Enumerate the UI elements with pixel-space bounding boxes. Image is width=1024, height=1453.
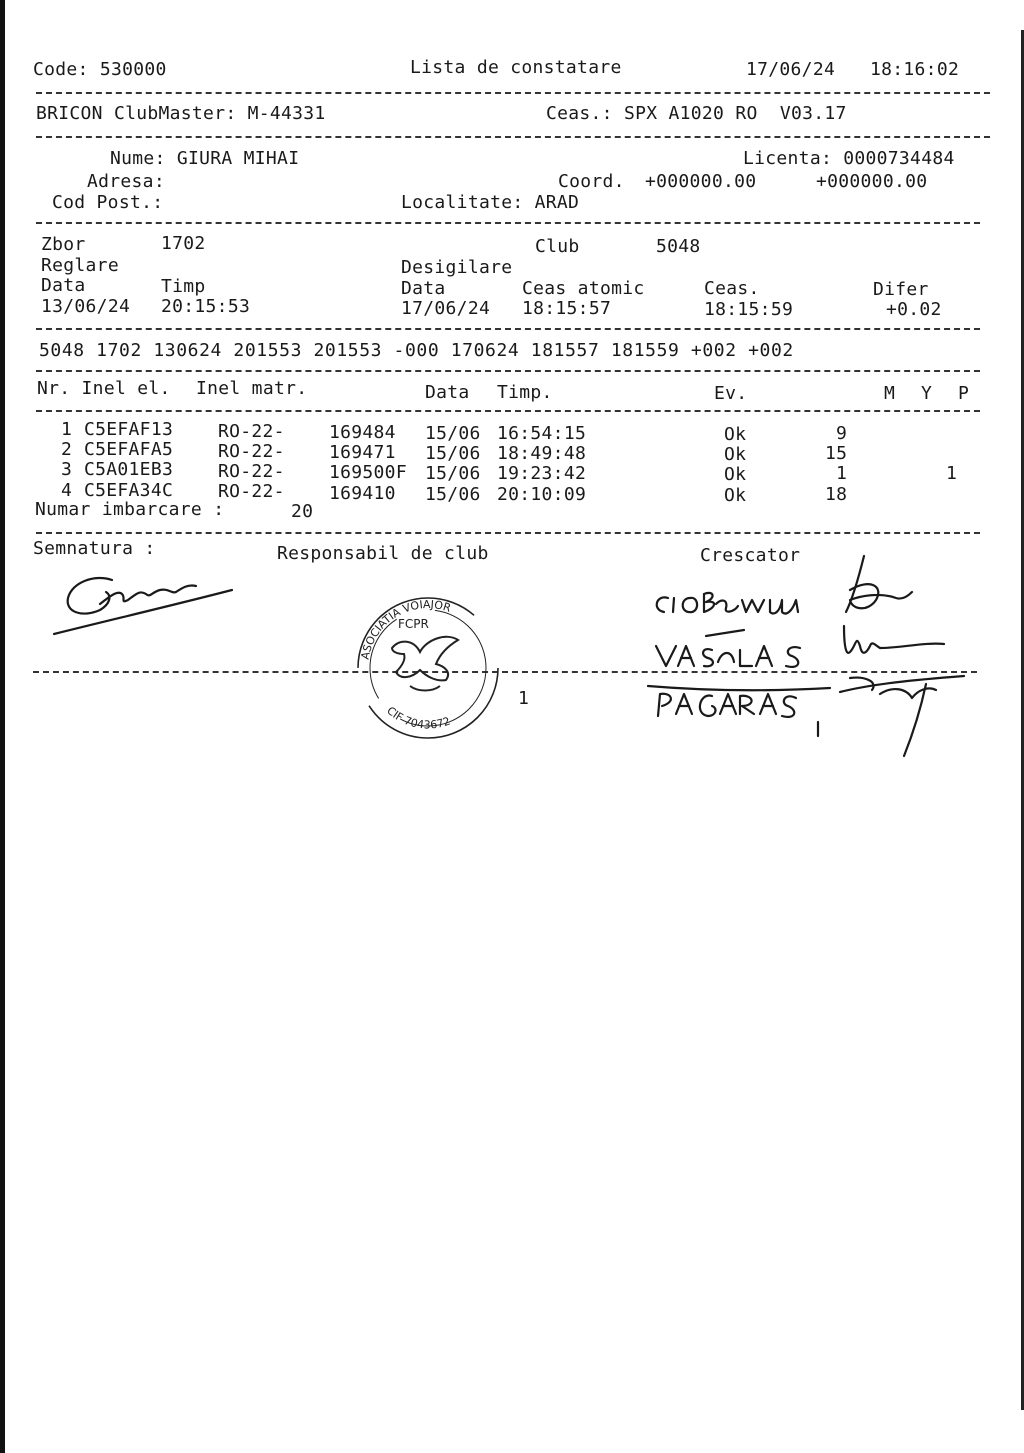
- reglare-data-value: 13/06/24: [41, 296, 131, 317]
- breeder-name-2: VASILAS: [700, 662, 705, 663]
- row-prefix: RO-22-: [218, 461, 285, 482]
- ceas-atomic-value: 18:15:57: [522, 298, 612, 319]
- row-ev: Ok: [724, 485, 747, 506]
- clubmaster-id: BRICON ClubMaster: M-44331: [36, 103, 326, 124]
- row-inel-matr: 169410: [329, 483, 396, 504]
- owner-address: Adresa:: [87, 171, 165, 192]
- col-m: M: [884, 383, 896, 404]
- row-prefix: RO-22-: [218, 481, 285, 502]
- row-nr: 2: [61, 439, 73, 460]
- row-nr: 4: [61, 480, 73, 501]
- desigilare-label: Desigilare: [401, 257, 513, 278]
- owner-postal-code: Cod Post.:: [52, 192, 164, 213]
- owner-locality: Localitate: ARAD: [401, 192, 580, 213]
- desigilare-data-label: Data: [401, 278, 446, 299]
- page-number: 1: [518, 688, 530, 709]
- reglare-timp-value: 20:15:53: [161, 296, 251, 317]
- breeder-name-3: FAGARAS: [700, 712, 706, 713]
- row-inel-el: C5A01EB3: [84, 459, 174, 480]
- stamp-top-text: ASOCIATIA VOIAJOR: [358, 597, 453, 661]
- row-inel-matr: 169484: [329, 422, 396, 443]
- row-ev: Ok: [724, 424, 747, 445]
- signature-label: Semnatura :: [33, 538, 156, 559]
- row-timp: 20:10:09: [497, 484, 587, 505]
- zbor-label: Zbor: [41, 234, 86, 255]
- club-label: Club: [535, 236, 580, 257]
- row-m: 18: [825, 484, 848, 505]
- row-timp: 16:54:15: [497, 423, 587, 444]
- row-prefix: RO-22-: [218, 441, 285, 462]
- row-m: 1: [836, 463, 848, 484]
- summary-code-line: 5048 1702 130624 201553 201553 -000 170624 181557 181559 +002 +002: [39, 340, 794, 361]
- owner-name: Nume: GIURA MIHAI: [110, 148, 300, 169]
- row-inel-el: C5EFA34C: [84, 480, 174, 501]
- reglare-timp-label: Timp: [161, 276, 206, 297]
- print-time: 18:16:02: [870, 59, 960, 80]
- zbor-value: 1702: [161, 233, 206, 254]
- row-m: 15: [825, 443, 848, 464]
- row-nr: 3: [61, 459, 73, 480]
- ceas-atomic-label: Ceas atomic: [522, 278, 645, 299]
- row-data: 15/06: [425, 463, 481, 484]
- row-inel-matr: 169500F: [329, 462, 407, 483]
- owner-license: Licenta: 0000734484: [743, 148, 955, 169]
- row-m: 9: [836, 423, 848, 444]
- difer-value: +0.02: [886, 299, 942, 320]
- row-timp: 19:23:42: [497, 463, 587, 484]
- desigilare-data-value: 17/06/24: [401, 298, 491, 319]
- ceas-label: Ceas.: [704, 278, 760, 299]
- row-inel-matr: 169471: [329, 442, 396, 463]
- row-inel-el: C5EFAF13: [84, 419, 174, 440]
- stamp-middle-text: FCPR: [398, 617, 429, 631]
- breeder-label: Crescator: [700, 545, 801, 566]
- row-data: 15/06: [425, 443, 481, 464]
- row-prefix: RO-22-: [218, 421, 285, 442]
- row-ev: Ok: [724, 444, 747, 465]
- row-ev: Ok: [724, 464, 747, 485]
- col-y: Y: [921, 383, 933, 404]
- difer-label: Difer: [873, 279, 929, 300]
- row-nr: 1: [61, 419, 73, 440]
- row-inel-el: C5EFAFA5: [84, 439, 174, 460]
- col-inel-matr: Inel matr.: [196, 378, 308, 399]
- document-title: Lista de constatare: [410, 57, 622, 78]
- row-p: 1: [946, 463, 958, 484]
- imbarcare-label: Numar imbarcare :: [35, 499, 225, 520]
- club-value: 5048: [656, 236, 701, 257]
- imbarcare-value: 20: [291, 501, 314, 522]
- col-p: P: [958, 383, 970, 404]
- row-data: 15/06: [425, 484, 481, 505]
- club-responsible-label: Responsabil de club: [277, 543, 489, 564]
- ceas-value: 18:15:59: [704, 299, 794, 320]
- row-timp: 18:49:48: [497, 443, 587, 464]
- breeder-name-1: CIOBOTARU: [700, 612, 707, 613]
- coord-y: +000000.00: [816, 171, 928, 192]
- coord-x: +000000.00: [645, 171, 757, 192]
- clock-id: Ceas.: SPX A1020 RO V03.17: [546, 103, 847, 124]
- reglare-label: Reglare: [41, 255, 119, 276]
- row-data: 15/06: [425, 423, 481, 444]
- col-data: Data: [425, 382, 470, 403]
- coord-label: Coord.: [558, 171, 625, 192]
- col-ev: Ev.: [714, 383, 748, 404]
- reglare-data-label: Data: [41, 275, 86, 296]
- print-date: 17/06/24: [746, 59, 836, 80]
- stamp-bottom-text: CIF 7043672: [384, 704, 453, 732]
- col-timp: Timp.: [497, 382, 553, 403]
- code-label: Code: 530000: [33, 59, 167, 80]
- col-nr-inel-el: Nr. Inel el.: [37, 378, 171, 399]
